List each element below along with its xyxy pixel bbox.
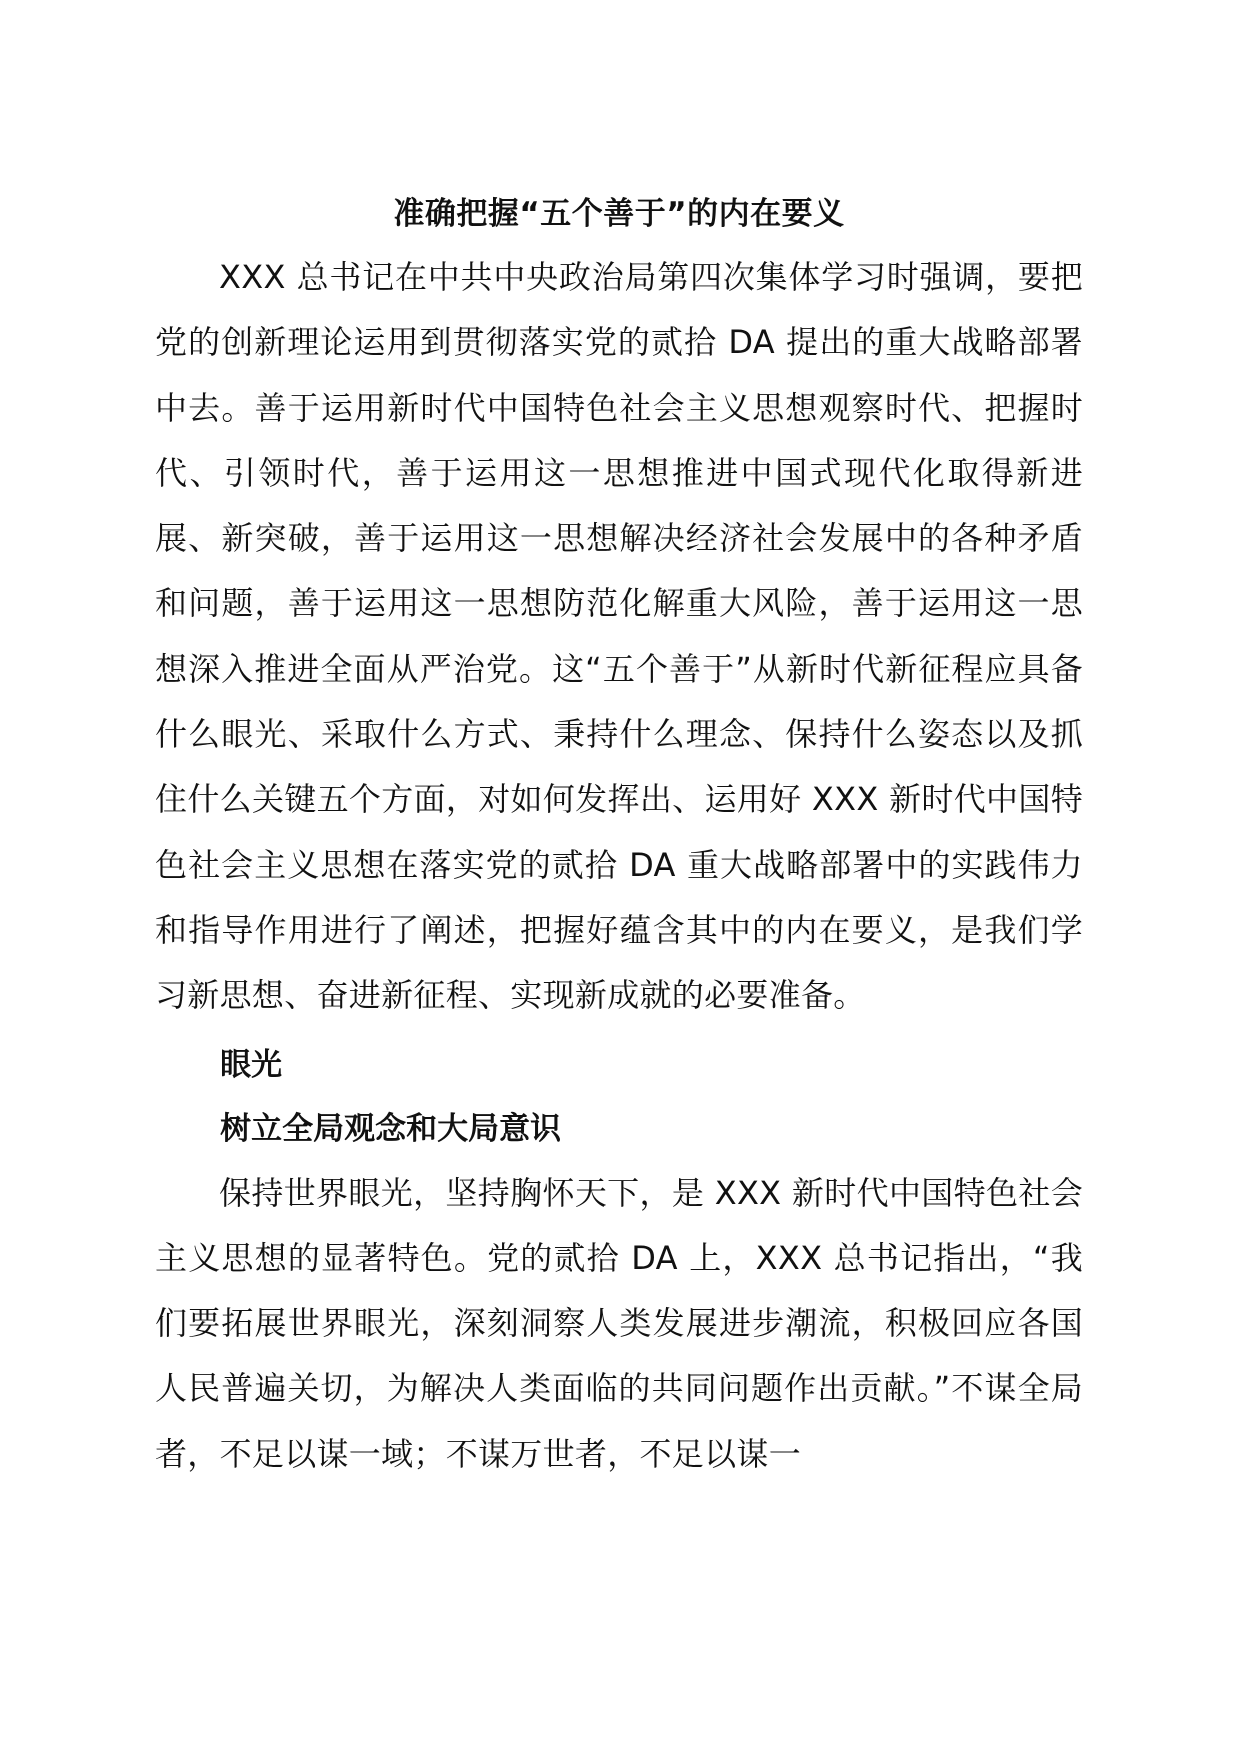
body-paragraph: 保持世界眼光，坚持胸怀天下，是 XXX 新时代中国特色社会主义思想的显著特色。党的贰拾 DA 上，XXX 总书记指出，“我们要拓展世界眼光，深刻洞察人类发展进步潮流，积极回应各国人民普遍关切，为解决人类面临的共同问题作出贡献。”不谋全局者，不足以谋一域；不谋万世者，不足以谋一 bbox=[155, 1173, 1083, 1473]
section-subheading: 树立全局观念和大局意识 bbox=[220, 1110, 562, 1147]
section-heading: 眼光 bbox=[220, 1046, 283, 1083]
document-body bbox=[155, 190, 1083, 1487]
document-title: 准确把握“五个善于”的内在要义 bbox=[393, 196, 845, 232]
intro-paragraph: XXX 总书记在中共中央政治局第四次集体学习时强调，要把党的创新理论运用到贯彻落实党的贰拾 DA 提出的重大战略部署中去。善于运用新时代中国特色社会主义思想观察时代、把握时代、引领时代，善于运用这一思想推进中国式现代化取得新进展、新突破，善于运用这一思想解决经济社会发展中的各种矛盾和问题，善于运用这一思想防范化解重大风险，善于运用这一思想深入推进全面从严治党。这“五个善于”从新时代新征程应具备什么眼光、采取什么方式、秉持什么理念、保持什么姿态以及抓住什么关键五个方面，对如何发挥出、运用好 XXX 新时代中国特色社会主义思想在落实党的贰拾 DA 重大战略部署中的实践伟力和指导作用进行了阐述，把握好蕴含其中的内在要义，是我们学习新思想、奋进新征程、实现新成就的必要准备。 bbox=[155, 258, 1083, 1015]
